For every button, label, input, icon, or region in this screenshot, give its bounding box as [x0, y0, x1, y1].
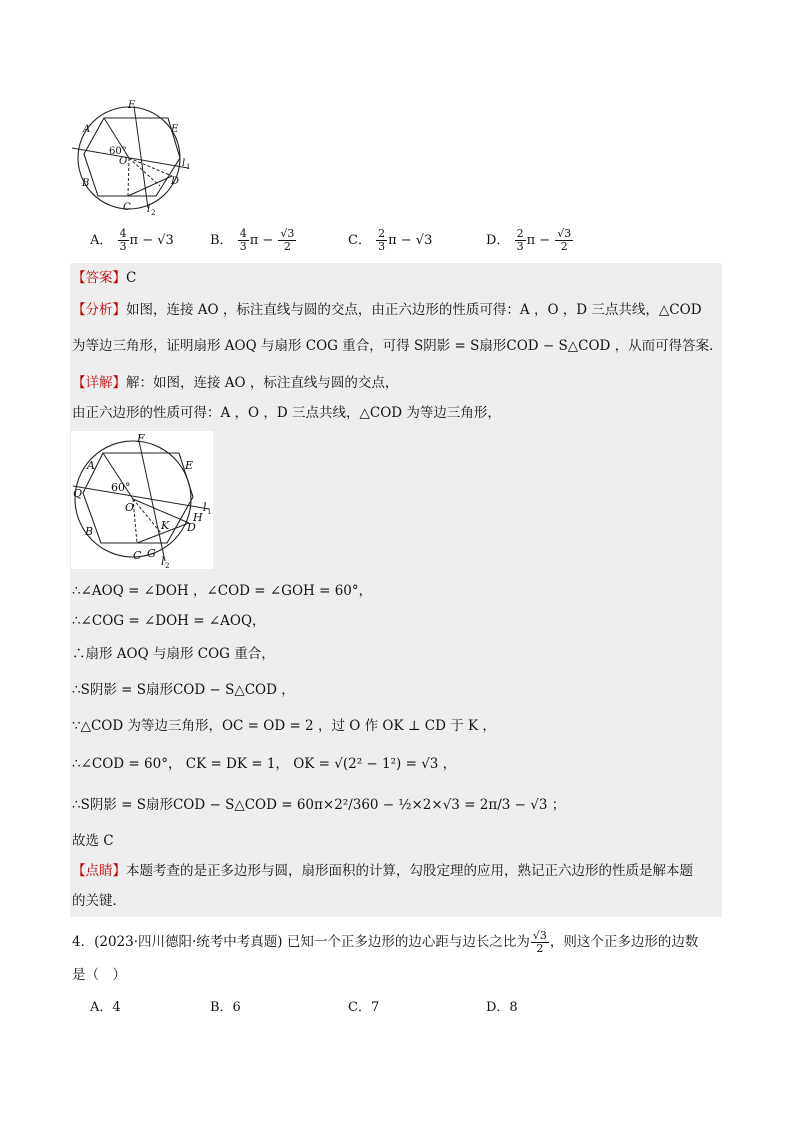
fig2-label-A: A [87, 459, 95, 472]
hexagon-figure-2 [71, 431, 213, 569]
fig2-label-D: D [187, 521, 196, 534]
fig1-label-E: E [171, 124, 179, 135]
q4-prefix: 4．(2023·四川德阳·统考中考真题) 已知一个正多边形的边心距与边长之比为 [72, 934, 530, 950]
step-text-4: ∴S阴影 = S扇形COD − S△COD ， [72, 682, 295, 698]
option-a-fraction [118, 228, 129, 253]
answer-line [72, 265, 136, 291]
fig2-label-E: E [185, 459, 194, 472]
fig2-label-G: G [147, 547, 156, 560]
fig1-label-A: A [83, 124, 91, 135]
option-d-rnum: √3 [557, 227, 572, 240]
fig2-label-B: B [85, 525, 94, 538]
option-a-label: A． [90, 233, 113, 248]
conclusion-text: 故选 C [72, 833, 114, 849]
fig1-label-l2-sub: 2 [151, 209, 156, 217]
fig1-label-B: B [82, 178, 90, 189]
option-b-fraction-2 [278, 228, 296, 253]
option-b-rden: 2 [283, 240, 291, 253]
fig2-label-l2-sub: 2 [165, 562, 170, 569]
analysis-text-1: 如图，连接 AO ，标注直线与圆的交点，由正六边形的性质可得：A ，O ，D 三点共线，△COD [126, 302, 702, 318]
fig2-label-l1-sub: 1 [207, 508, 212, 516]
fig1-label-l1-sub: 1 [186, 163, 191, 171]
option-c-num: 2 [378, 227, 386, 240]
step-text-6: ∴∠COD = 60°， CK = DK = 1， OK = √(2² − 1²) = √3 ， [72, 756, 457, 772]
fig1-label-C: C [123, 202, 131, 213]
option-c-den: 3 [378, 240, 386, 253]
option-d-den: 3 [516, 240, 524, 253]
fig1-label-F: F [128, 100, 135, 111]
option-b-den: 3 [239, 240, 247, 253]
fig2-label-Q: Q [73, 487, 83, 500]
fig2-label-K: K [161, 519, 170, 532]
analysis-text-2: 为等边三角形，证明扇形 AOQ 与扇形 COG 重合，可得 S阴影 = S扇形COD − S△COD ，从而可得答案． [72, 338, 723, 354]
step-line-2 [72, 608, 266, 634]
q4-suffix: ，则这个正多边形的边数 [549, 934, 699, 950]
option-c-fraction [376, 228, 387, 253]
conclusion-line [72, 828, 114, 854]
comment-text-1: 本题考查的是正多边形与圆，扇形面积的计算，勾股定理的应用，熟记正六边形的性质是解本题 [126, 863, 693, 879]
fig2-angle-label: 60° [111, 481, 131, 494]
step-text-5: ∵△COD 为等边三角形，OC = OD = 2 ，过 O 作 OK ⊥ CD 于 K ， [72, 718, 496, 734]
option-a-rest: π − √3 [129, 233, 174, 248]
fig1-label-l2: l [147, 204, 151, 215]
answer-tag: 【答案】 [72, 270, 126, 286]
q4-stem-end: 是（ ） [72, 967, 126, 983]
step-text-2: ∴∠COG = ∠DOH = ∠AOQ， [72, 613, 266, 629]
q4-ratio-den: 2 [536, 942, 544, 955]
option-d-label: D． [486, 233, 510, 248]
q4-option-b: B．6 [210, 1000, 241, 1015]
fig1-label-O: O [119, 156, 128, 167]
q4-ratio [531, 930, 549, 955]
fig1-label-D: D [171, 176, 180, 187]
analysis-line-1 [72, 297, 702, 323]
detail-tag: 【详解】 [72, 375, 126, 391]
hexagon-figure-1 [68, 96, 198, 218]
q4-option-a: A．4 [90, 1000, 121, 1015]
option-a-num: 4 [119, 227, 127, 240]
step-text-3: ∴扇形 AOQ 与扇形 COG 重合， [72, 646, 275, 662]
fig2-label-O: O [125, 501, 135, 514]
fig2-label-C: C [133, 549, 142, 562]
comment-tag: 【点睛】 [72, 863, 126, 879]
option-a [90, 226, 174, 260]
option-d-mid: π − [526, 233, 555, 248]
step-line-4 [72, 677, 295, 703]
analysis-line-2 [72, 333, 723, 359]
analysis-tag: 【分析】 [72, 302, 126, 318]
option-b [210, 226, 297, 260]
comment-line-2 [72, 888, 126, 914]
option-c-rest: π − √3 [388, 233, 433, 248]
q4-option-c: C．7 [348, 1000, 380, 1015]
step-line-5 [72, 713, 496, 739]
fig2-label-l2: l [161, 555, 165, 568]
q4-ratio-num: √3 [532, 929, 547, 942]
option-b-fraction [238, 228, 249, 253]
option-d-fraction-2 [555, 228, 573, 253]
comment-text-2: 的关键． [72, 893, 126, 909]
comment-line-1 [72, 858, 693, 884]
detail-text-2: 由正六边形的性质可得：A ，O ，D 三点共线，△COD 为等边三角形， [72, 405, 501, 421]
answer-value: C [126, 270, 137, 286]
detail-line-1 [72, 370, 398, 396]
fig1-label-l1: l [182, 158, 186, 169]
fig2-label-l1: l [203, 501, 207, 514]
step-line-6 [72, 751, 456, 777]
option-b-label: B． [210, 233, 233, 248]
option-d-rden: 2 [560, 240, 568, 253]
option-d [486, 226, 574, 260]
option-a-den: 3 [119, 240, 127, 253]
option-b-num: 4 [239, 227, 247, 240]
step-text-1: ∴∠AOQ = ∠DOH ，∠COD = ∠GOH = 60°， [72, 583, 373, 599]
detail-text-1: 解：如图，连接 AO ，标注直线与圆的交点， [126, 375, 399, 391]
q4-option-d: D．8 [486, 1000, 518, 1015]
step-text-7: ∴S阴影 = S扇形COD − S△COD = 60π×2²/360 − ½×2×√3 = 2π/3 − √3 ； [72, 797, 566, 813]
detail-line-2 [72, 400, 501, 426]
fig2-label-F: F [137, 432, 145, 445]
step-line-3 [72, 641, 275, 667]
option-b-rnum: √3 [280, 227, 295, 240]
option-d-fraction [515, 228, 526, 253]
option-c-label: C． [348, 233, 371, 248]
step-line-7 [72, 792, 565, 818]
option-b-mid: π − [249, 233, 278, 248]
fig2-label-H: H [193, 511, 203, 524]
question-4-line-1 [72, 926, 698, 958]
question-4-line-2 [72, 962, 126, 988]
option-c [348, 226, 432, 260]
option-d-num: 2 [516, 227, 524, 240]
fig1-angle-label: 60° [109, 146, 127, 157]
step-line-1 [72, 578, 372, 604]
